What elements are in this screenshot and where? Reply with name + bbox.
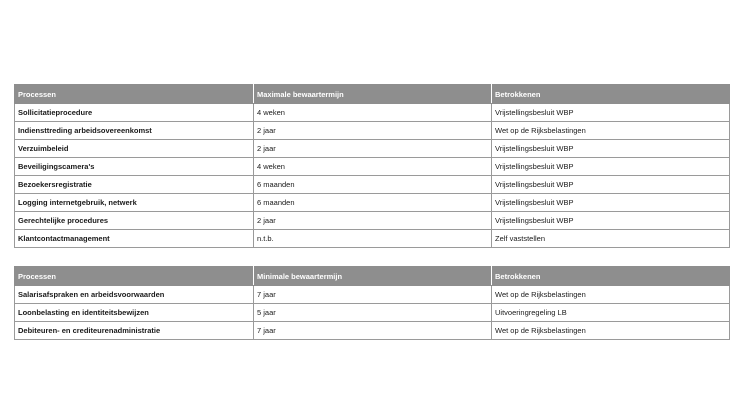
table-header-row — [15, 267, 730, 286]
minimum-retention-table — [14, 266, 730, 340]
table-row — [15, 286, 730, 304]
table-row — [15, 304, 730, 322]
retention-cell: 4 weken — [254, 104, 492, 122]
table-row — [15, 158, 730, 176]
column-header-min-retention: Minimale bewaartermijn — [254, 267, 492, 286]
table-row — [15, 230, 730, 248]
retention-cell: 5 jaar — [254, 304, 492, 322]
maximum-retention-table — [14, 84, 730, 248]
process-cell: Sollicitatieprocedure — [15, 104, 254, 122]
retention-cell: 2 jaar — [254, 122, 492, 140]
stakeholder-cell: Vrijstellingsbesluit WBP — [492, 194, 730, 212]
retention-cell: 2 jaar — [254, 140, 492, 158]
process-cell: Gerechtelijke procedures — [15, 212, 254, 230]
stakeholder-cell: Vrijstellingsbesluit WBP — [492, 176, 730, 194]
stakeholder-cell: Vrijstellingsbesluit WBP — [492, 104, 730, 122]
column-header-stakeholders: Betrokkenen — [492, 85, 730, 104]
column-header-max-retention: Maximale bewaartermijn — [254, 85, 492, 104]
table-row — [15, 176, 730, 194]
process-cell: Klantcontactmanagement — [15, 230, 254, 248]
table-row — [15, 212, 730, 230]
retention-cell: 2 jaar — [254, 212, 492, 230]
retention-cell: 6 maanden — [254, 176, 492, 194]
retention-cell: 6 maanden — [254, 194, 492, 212]
process-cell: Debiteuren- en crediteurenadministratie — [15, 322, 254, 340]
retention-cell: 4 weken — [254, 158, 492, 176]
retention-cell: 7 jaar — [254, 286, 492, 304]
column-header-processes: Processen — [15, 85, 254, 104]
process-cell: Verzuimbeleid — [15, 140, 254, 158]
stakeholder-cell: Vrijstellingsbesluit WBP — [492, 140, 730, 158]
stakeholder-cell: Wet op de Rijksbelastingen — [492, 322, 730, 340]
table-row — [15, 140, 730, 158]
table-row — [15, 194, 730, 212]
process-cell: Loonbelasting en identiteitsbewijzen — [15, 304, 254, 322]
stakeholder-cell: Wet op de Rijksbelastingen — [492, 286, 730, 304]
process-cell: Logging internetgebruik, netwerk — [15, 194, 254, 212]
retention-cell: n.t.b. — [254, 230, 492, 248]
process-cell: Indiensttreding arbeidsovereenkomst — [15, 122, 254, 140]
table-row — [15, 322, 730, 340]
process-cell: Beveiligingscamera's — [15, 158, 254, 176]
stakeholder-cell: Vrijstellingsbesluit WBP — [492, 158, 730, 176]
stakeholder-cell: Uitvoeringregeling LB — [492, 304, 730, 322]
process-cell: Salarisafspraken en arbeidsvoorwaarden — [15, 286, 254, 304]
stakeholder-cell: Wet op de Rijksbelastingen — [492, 122, 730, 140]
stakeholder-cell: Zelf vaststellen — [492, 230, 730, 248]
table-row — [15, 122, 730, 140]
table-header-row — [15, 85, 730, 104]
column-header-processes: Processen — [15, 267, 254, 286]
stakeholder-cell: Vrijstellingsbesluit WBP — [492, 212, 730, 230]
retention-cell: 7 jaar — [254, 322, 492, 340]
table-row — [15, 104, 730, 122]
column-header-stakeholders: Betrokkenen — [492, 267, 730, 286]
process-cell: Bezoekersregistratie — [15, 176, 254, 194]
